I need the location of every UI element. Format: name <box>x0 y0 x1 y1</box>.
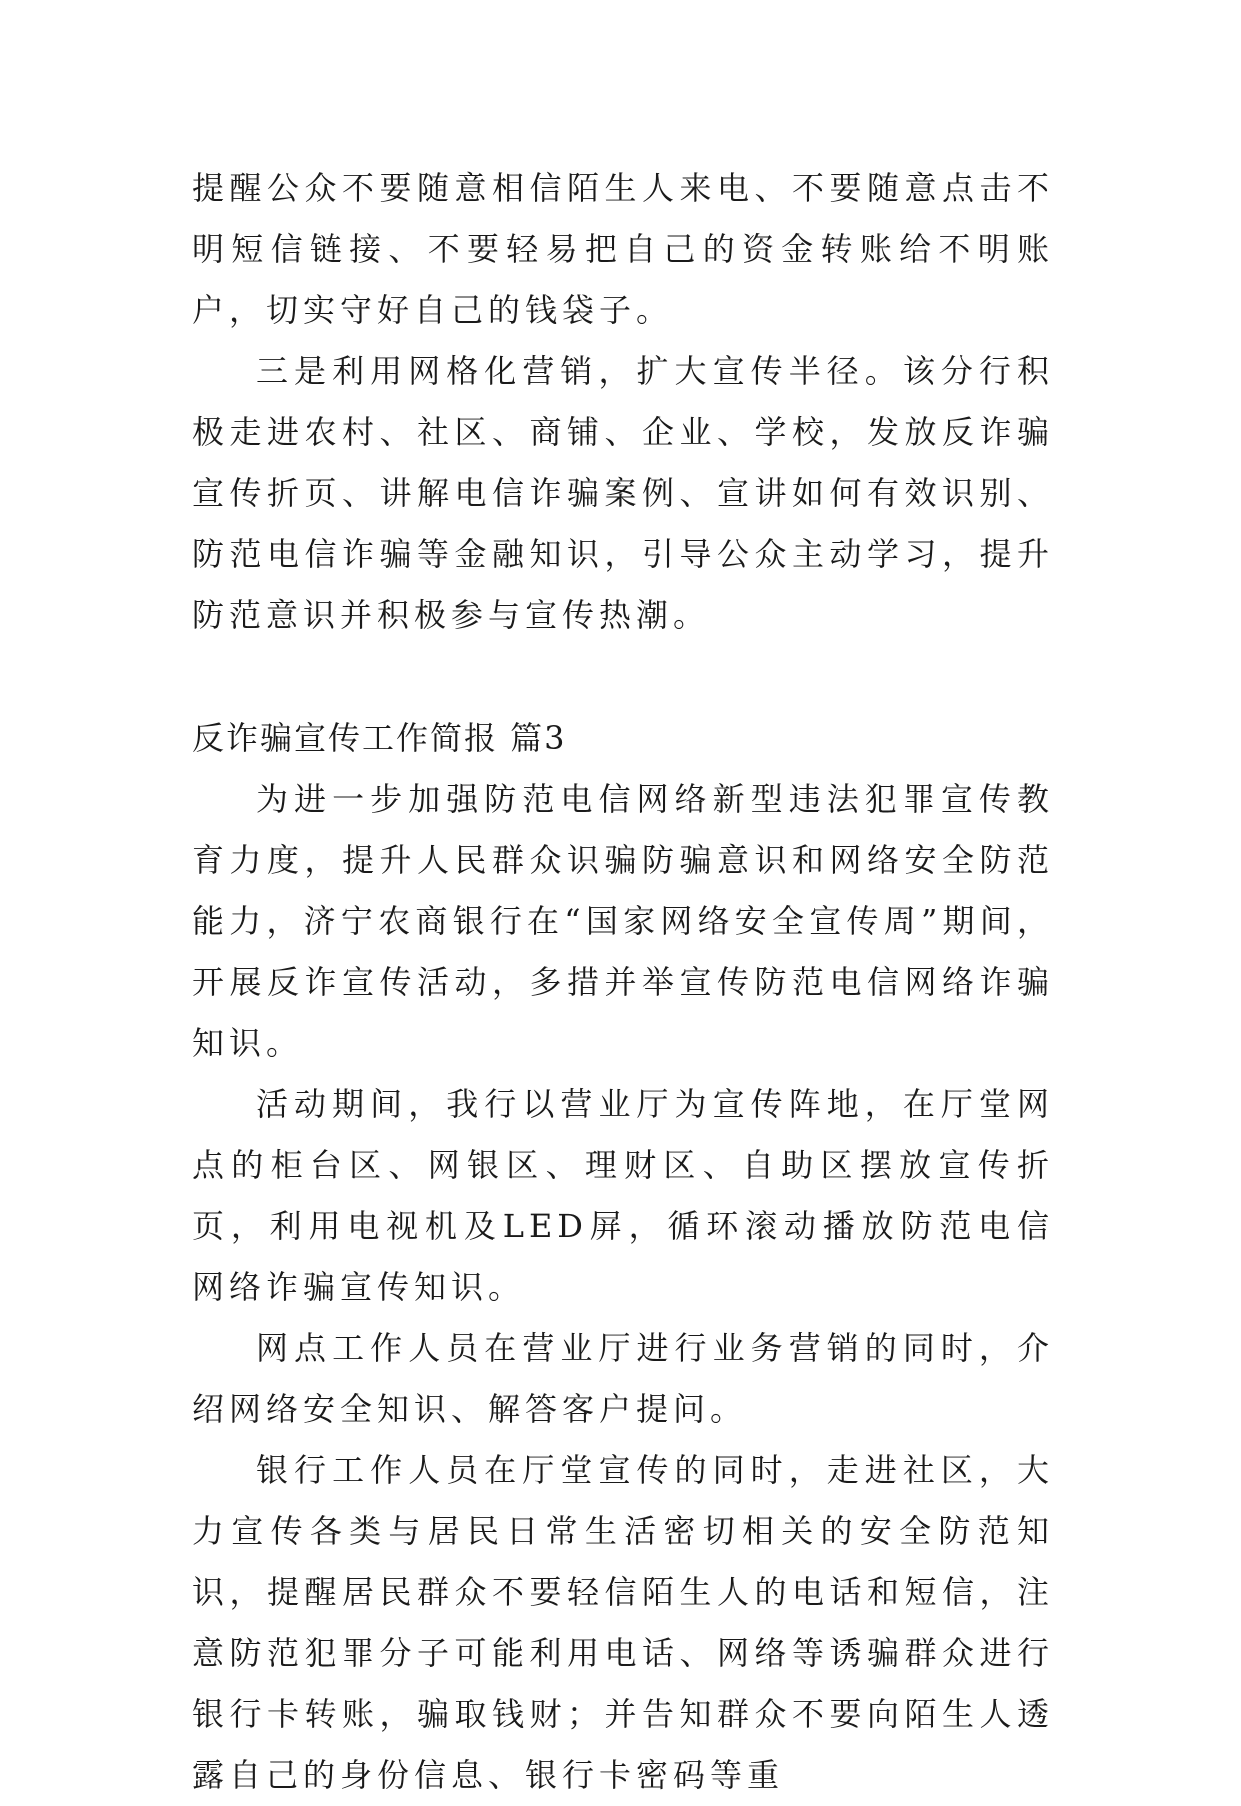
section-spacer <box>192 646 1054 708</box>
section-heading: 反诈骗宣传工作简报 篇3 <box>192 719 567 757</box>
paragraph-community: 银行工作人员在厅堂宣传的同时，走进社区，大力宣传各类与居民日常生活密切相关的安全防范知识，提醒居民群众不要轻信陌生人的电话和短信，注意防范犯罪分子可能利用电话、网络等诱骗群众进行银行卡转账，骗取钱财；并告知群众不要向陌生人透露自己的身份信息、银行卡密码等重 <box>192 1451 1054 1794</box>
paragraph-grid-marketing: 三是利用网格化营销，扩大宣传半径。该分行积极走进农村、社区、商铺、企业、学校，发放反诈骗宣传折页、讲解电信诈骗案例、宣讲如何有效识别、防范电信诈骗等金融知识，引导公众主动学习，提升防范意识并积极参与宣传热潮。 <box>192 352 1054 634</box>
paragraph-branch-staff: 网点工作人员在营业厅进行业务营销的同时，介绍网络安全知识、解答客户提问。 <box>192 1329 1054 1428</box>
document-body <box>192 158 1054 1806</box>
paragraph-continued: 提醒公众不要随意相信陌生人来电、不要随意点击不明短信链接、不要轻易把自己的资金转账给不明账户，切实守好自己的钱袋子。 <box>192 169 1054 329</box>
paragraph-intro: 为进一步加强防范电信网络新型违法犯罪宣传教育力度，提升人民群众识骗防骗意识和网络安全防范能力，济宁农商银行在“国家网络安全宣传周”期间，开展反诈宣传活动，多措并举宣传防范电信网络诈骗知识。 <box>192 780 1054 1062</box>
paragraph-activity-period: 活动期间，我行以营业厅为宣传阵地，在厅堂网点的柜台区、网银区、理财区、自助区摆放宣传折页，利用电视机及LED屏，循环滚动播放防范电信网络诈骗宣传知识。 <box>192 1085 1054 1306</box>
